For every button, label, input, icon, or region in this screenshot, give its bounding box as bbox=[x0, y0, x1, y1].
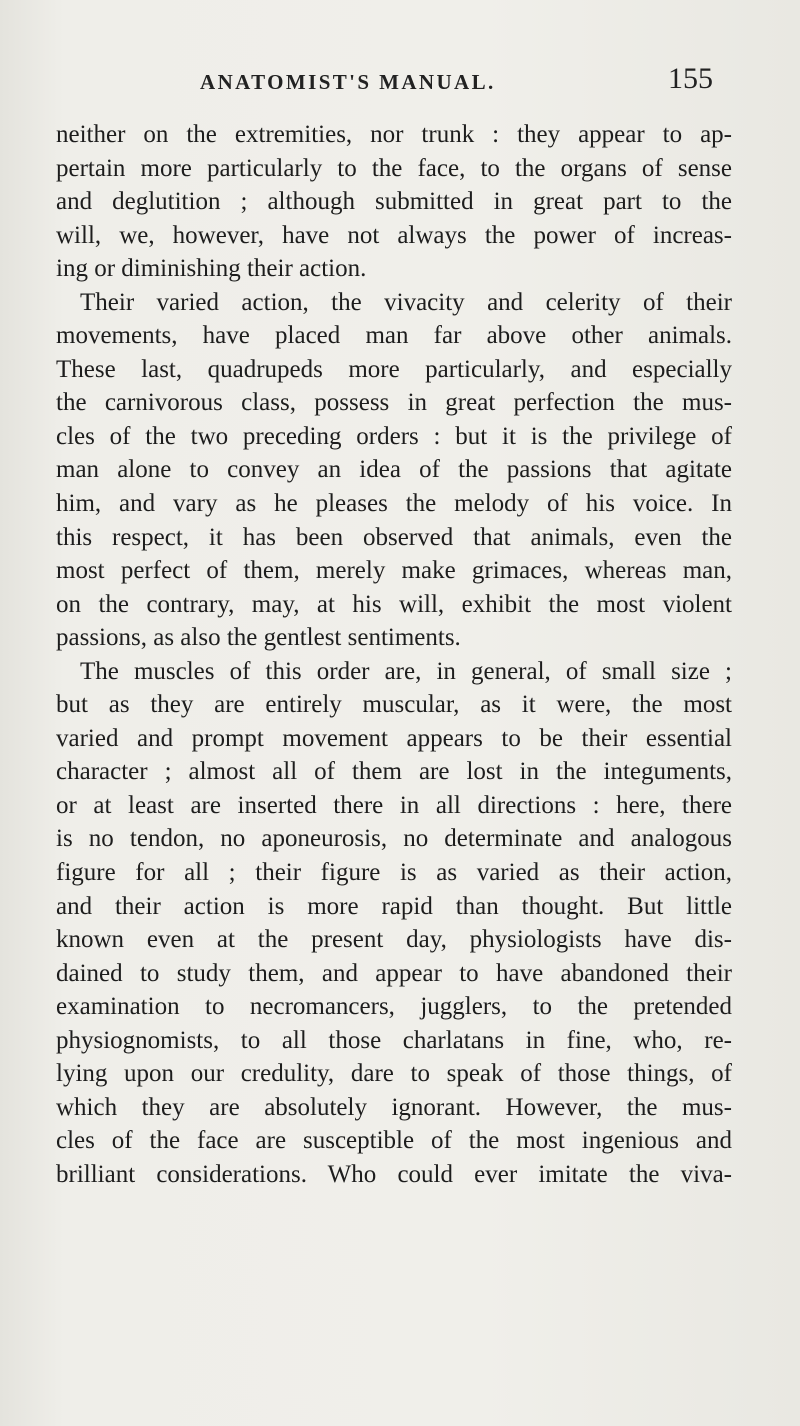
page-number: 155 bbox=[668, 62, 713, 95]
text-line: varied and prompt movement appears to be their essential bbox=[56, 724, 732, 752]
text-line: passions, as also the gentlest sentiments. bbox=[56, 624, 461, 652]
text-line: most perfect of them, merely make grimaces, whereas man, bbox=[56, 557, 732, 585]
text-line: is no tendon, no aponeurosis, no determinate and analogous bbox=[56, 825, 732, 853]
running-title: ANATOMIST'S MANUAL. bbox=[200, 70, 496, 94]
text-line: dained to study them, and appear to have abandoned their bbox=[56, 959, 732, 987]
text-line: known even at the present day, physiologists have dis- bbox=[56, 926, 732, 954]
text-line: pertain more particularly to the face, to the organs of sense bbox=[56, 154, 732, 182]
text-line: The muscles of this order are, in general, of small size ; bbox=[80, 657, 732, 685]
text-line: character ; almost all of them are lost in the integuments, bbox=[56, 758, 732, 786]
text-line: which they are absolutely ignorant. However, the mus- bbox=[56, 1093, 732, 1121]
text-line: man alone to convey an idea of the passions that agitate bbox=[56, 456, 732, 484]
text-line: but as they are entirely muscular, as it were, the most bbox=[56, 691, 732, 719]
body-text bbox=[56, 118, 732, 1192]
text-line: Their varied action, the vivacity and celerity of their bbox=[80, 288, 732, 316]
text-line: the carnivorous class, possess in great perfection the mus- bbox=[56, 389, 732, 417]
text-line: this respect, it has been observed that animals, even the bbox=[56, 523, 732, 551]
text-line: figure for all ; their figure is as varied as their action, bbox=[56, 859, 732, 887]
running-head bbox=[0, 62, 800, 102]
text-line: or at least are inserted there in all directions : here, there bbox=[56, 791, 732, 819]
text-line: will, we, however, have not always the power of increas- bbox=[56, 221, 732, 249]
text-line: movements, have placed man far above other animals. bbox=[56, 322, 732, 350]
text-line: examination to necromancers, jugglers, to the pretended bbox=[56, 993, 732, 1021]
text-line: These last, quadrupeds more particularly, and especially bbox=[56, 355, 732, 383]
text-line: cles of the face are susceptible of the most ingenious and bbox=[56, 1127, 732, 1155]
text-line: and their action is more rapid than thought. But little bbox=[56, 892, 732, 920]
text-line: and deglutition ; although submitted in great part to the bbox=[56, 188, 732, 216]
text-line: him, and vary as he pleases the melody of his voice. In bbox=[56, 490, 732, 518]
text-line: neither on the extremities, nor trunk : they appear to ap- bbox=[56, 121, 732, 148]
text-line: on the contrary, may, at his will, exhibit the most violent bbox=[56, 590, 732, 618]
text-line: physiognomists, to all those charlatans in fine, who, re- bbox=[56, 1026, 732, 1054]
text-line: lying upon our credulity, dare to speak of those things, of bbox=[56, 1060, 732, 1088]
text-line: brilliant considerations. Who could ever imitate the viva- bbox=[56, 1160, 732, 1188]
text-line: cles of the two preceding orders : but it is the privilege of bbox=[56, 422, 732, 450]
text-line: ing or diminishing their action. bbox=[56, 255, 367, 283]
